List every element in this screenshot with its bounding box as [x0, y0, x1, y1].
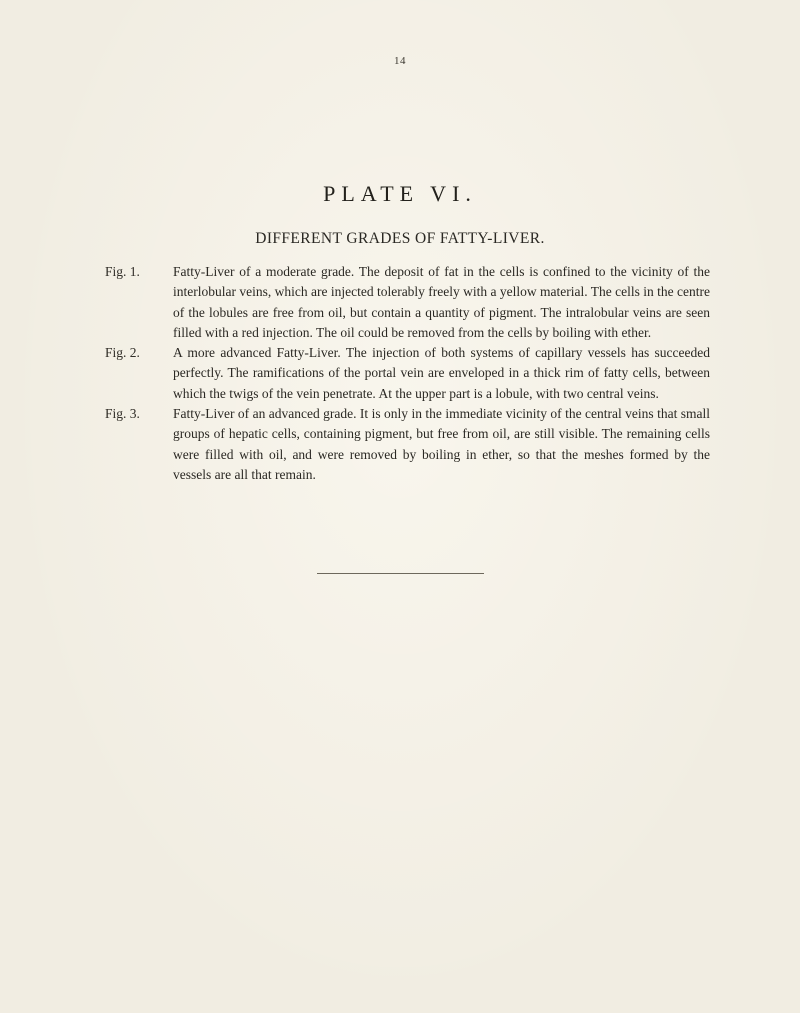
figure-entry-1 — [105, 262, 710, 343]
figure-description: Fatty-Liver of an advanced grade. It is only in the immediate vicinity of the central veins that small groups of hepatic cells, containing pigment, but free from oil, are still visible. The remaining cells were filled with oil, and were removed by boiling in ether, so that the meshes formed by the vessels are all that remain. — [173, 406, 710, 482]
figure-description: Fatty-Liver of a moderate grade. The deposit of fat in the cells is confined to the vicinity of the interlobular veins, which are injected tolerably freely with a yellow material. The cells in the centre of the lobules are free from oil, but contain a quantity of pigment. The intralobular veins are seen filled with a red injection. The oil could be removed from the cells by boiling with ether. — [173, 264, 710, 340]
figure-description: A more advanced Fatty-Liver. The injection of both systems of capillary vessels has succeeded perfectly. The ramifications of the portal vein are enveloped in a thick rim of fatty cells, between which the twigs of the vein penetrate. At the upper part is a lobule, with two central veins. — [173, 345, 710, 401]
figure-label: Fig. 3. — [105, 406, 140, 422]
figure-entry-3 — [105, 404, 710, 485]
plate-title: PLATE VI. — [323, 181, 477, 206]
section-divider-rule — [317, 573, 484, 574]
page-number: 14 — [394, 55, 406, 67]
figure-entry-2 — [105, 343, 710, 404]
figure-label: Fig. 1. — [105, 264, 140, 279]
figure-label: Fig. 2. — [105, 345, 140, 361]
plate-subtitle: DIFFERENT GRADES OF FATTY-LIVER. — [255, 230, 545, 247]
figure-descriptions — [105, 262, 710, 485]
